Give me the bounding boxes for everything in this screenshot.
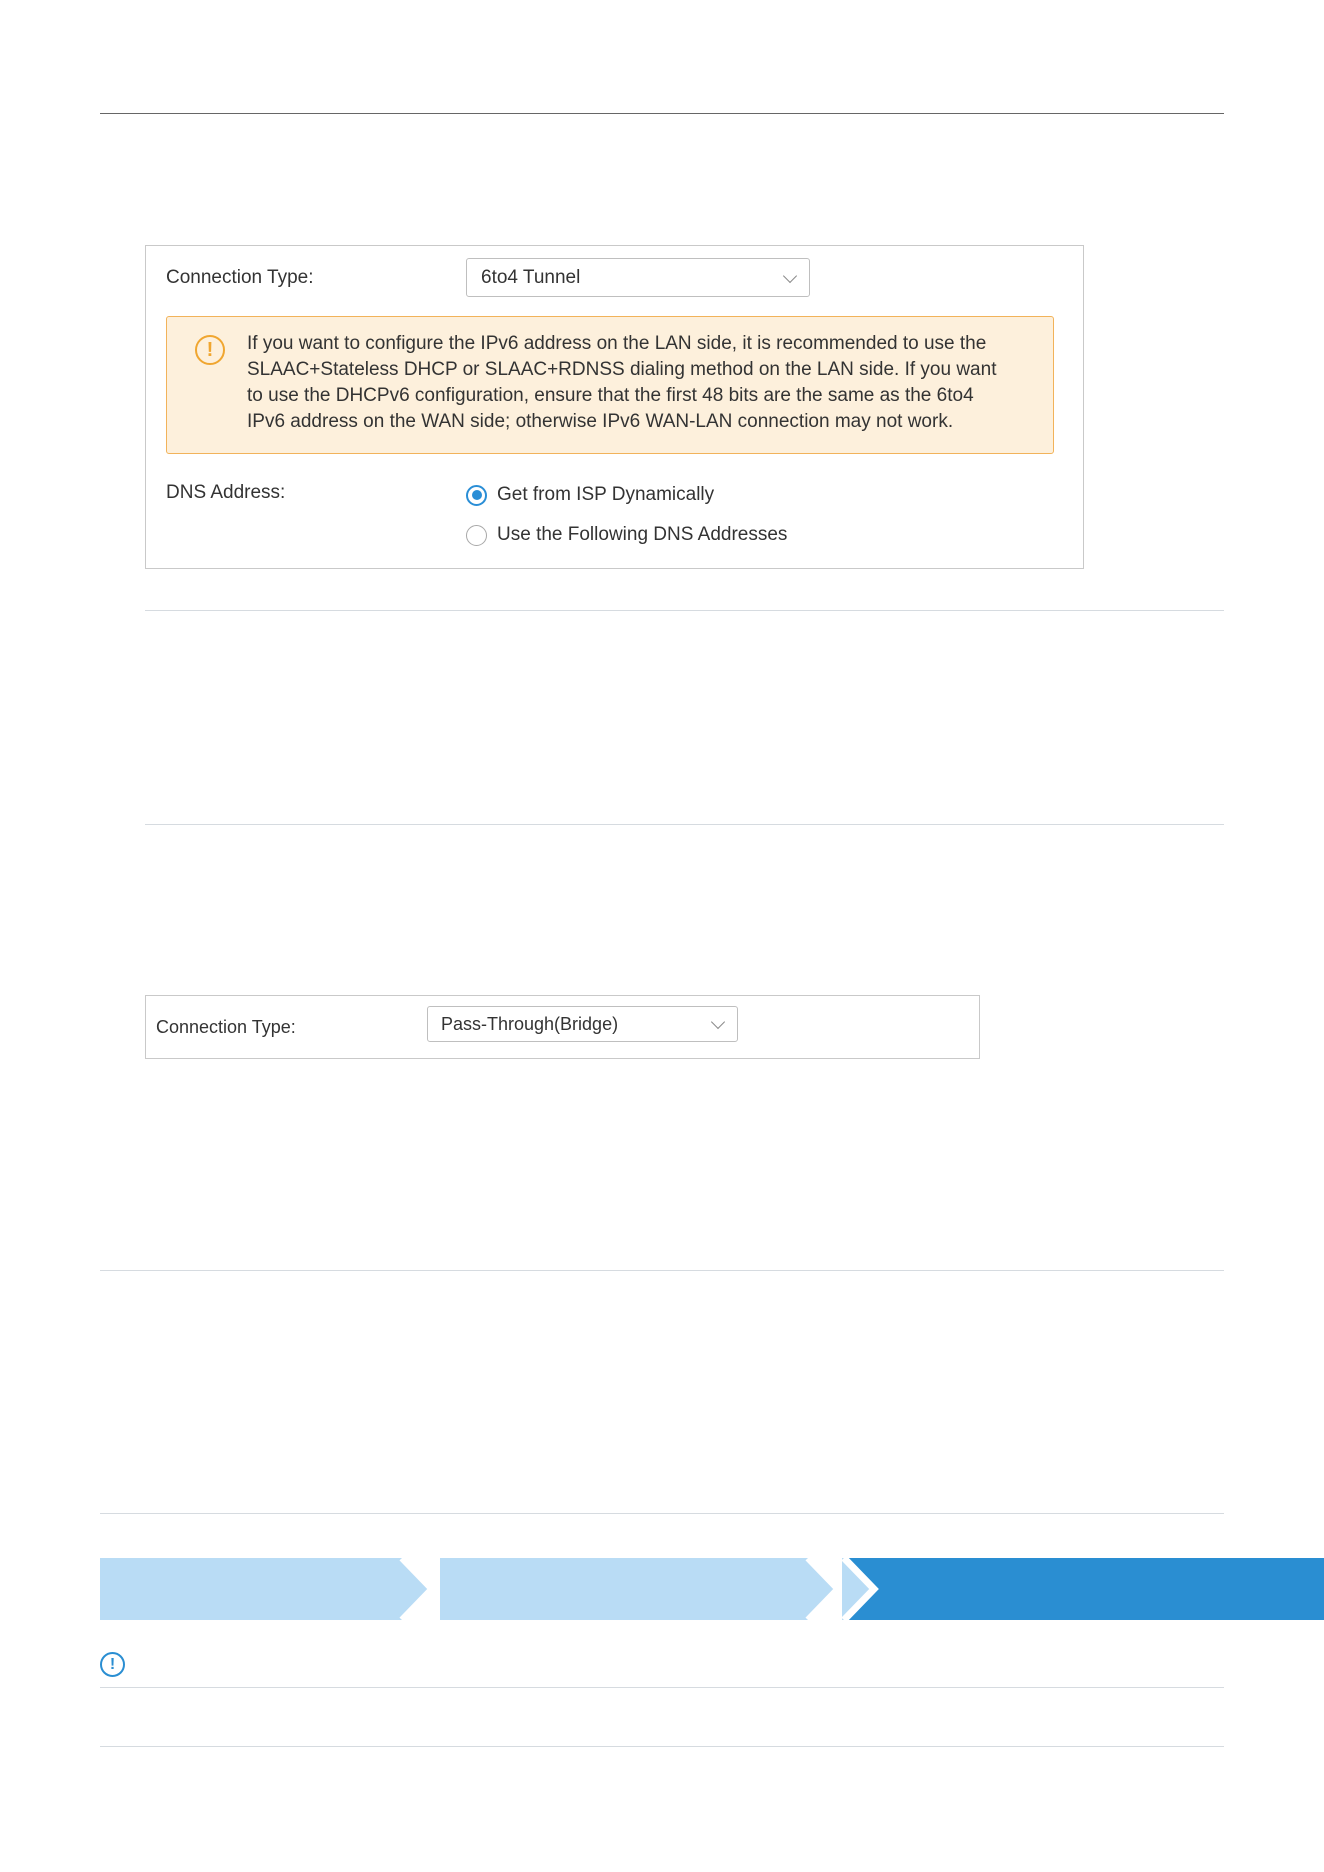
section-divider: [100, 1746, 1224, 1747]
connection-type-label: Connection Type:: [166, 267, 314, 288]
section-divider: [145, 824, 1224, 825]
warning-line: If you want to configure the IPv6 address on the LAN side, it is recommended to use the: [247, 333, 987, 354]
dns-option-label: Get from ISP Dynamically: [497, 484, 715, 505]
section-divider: [100, 1687, 1224, 1688]
dns-option-manual[interactable]: [466, 524, 787, 546]
info-icon: !: [100, 1652, 125, 1677]
section-divider: [100, 1513, 1224, 1514]
dns-option-label: Use the Following DNS Addresses: [497, 524, 788, 545]
chevron-down-icon: [783, 268, 797, 282]
ipv6-6to4-settings-panel: [145, 245, 1084, 569]
connection-type-label: Connection Type:: [156, 1017, 296, 1037]
warning-line: to use the DHCPv6 configuration, ensure that the first 48 bits are the same as the 6to4: [247, 385, 974, 406]
warning-line: SLAAC+Stateless DHCP or SLAAC+RDNSS dialing method on the LAN side. If you want: [247, 359, 997, 380]
warning-line: IPv6 address on the WAN side; otherwise IPv6 WAN-LAN connection may not work.: [247, 411, 954, 432]
chevron-down-icon: [711, 1015, 725, 1029]
dns-address-label: DNS Address:: [166, 482, 286, 503]
connection-type-value: Pass-Through(Bridge): [441, 1013, 619, 1034]
warning-text: [247, 331, 1047, 435]
step-2: [440, 1558, 800, 1620]
ipv6-bridge-settings-panel: [145, 995, 980, 1059]
dns-option-isp-dynamic[interactable]: [466, 484, 714, 506]
connection-type-select[interactable]: [427, 1006, 738, 1042]
connection-type-select[interactable]: [466, 258, 810, 297]
page-header-rule: [100, 113, 1224, 114]
section-divider: [145, 610, 1224, 611]
warning-icon: !: [195, 335, 225, 365]
warning-box: [166, 316, 1054, 454]
radio-button-unchecked[interactable]: [466, 525, 487, 546]
radio-button-checked[interactable]: [466, 485, 487, 506]
step-arrow: [394, 1558, 444, 1620]
step-progress-bar: [100, 1558, 1324, 1620]
step-arrow-notch: [842, 1558, 886, 1620]
section-divider: [100, 1270, 1224, 1271]
step-3-active: [842, 1558, 1324, 1620]
connection-type-value: 6to4 Tunnel: [481, 266, 581, 288]
step-1: [100, 1558, 402, 1620]
